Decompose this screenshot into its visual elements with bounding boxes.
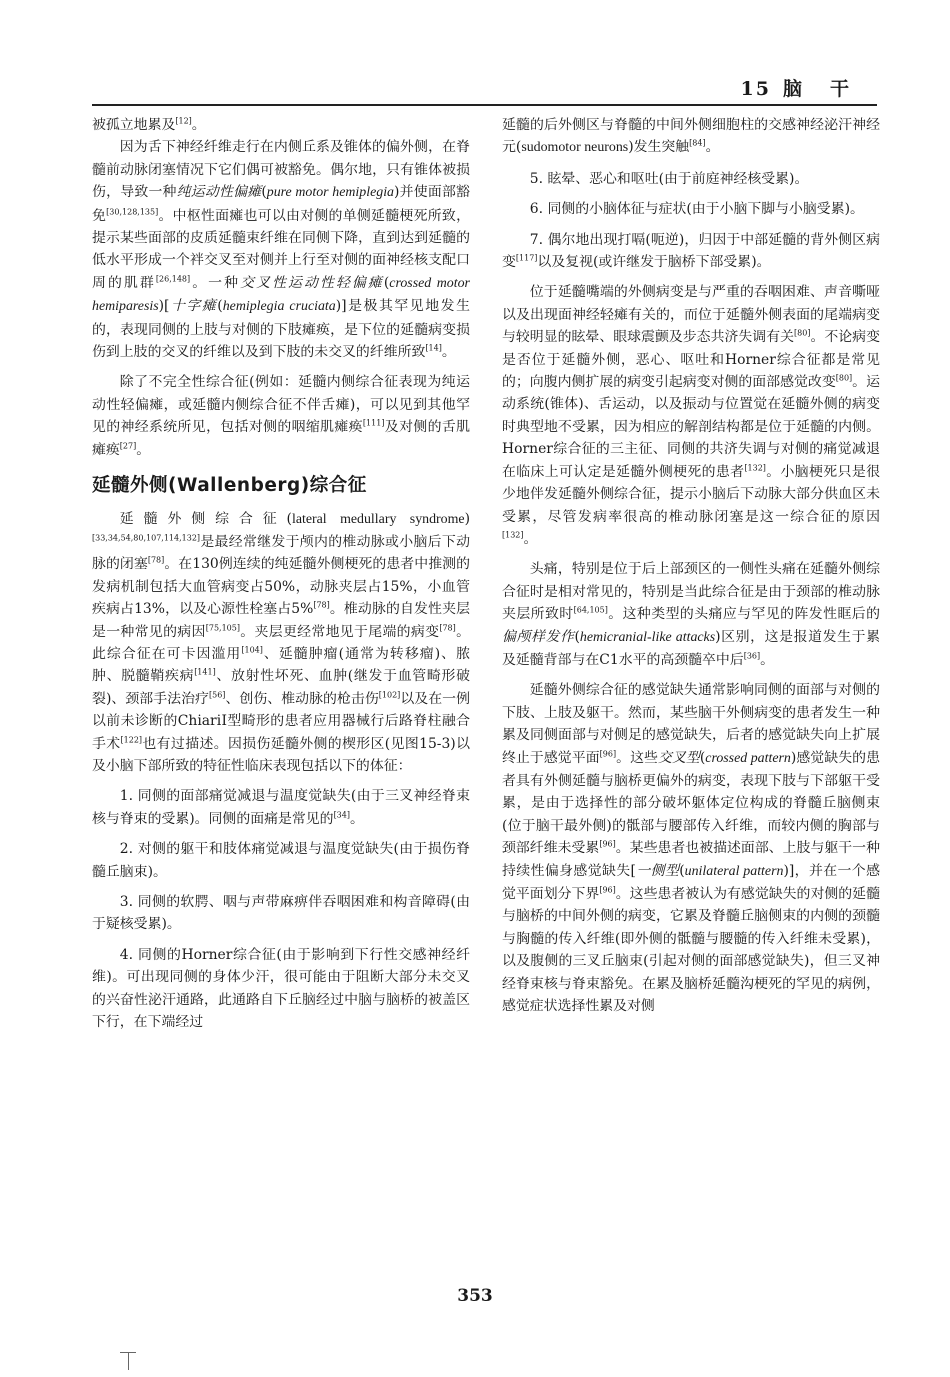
citation: [30,128,135] [106, 207, 159, 216]
citation: [96] [599, 839, 616, 849]
list-item: 7. 偶尔地出现打嗝(呃逆)，归因于中部延髓的背外侧区病变[117]以及复视(或许继发于脑桥下部受累)。 [502, 231, 880, 271]
running-header [92, 72, 877, 102]
emphasis-term: 偏颅样发作 [502, 629, 575, 645]
citation: [80] [835, 373, 853, 383]
paragraph: 因为舌下神经纤维走行在内侧丘系及锥体的偏外侧，在脊髓前动脉闭塞情况下它们偶可被豁免。偶尔地，只有锥体被损伤，导致一种纯运动性偏瘫(pure motor hemiplegia)并使面部豁免[30,128,135]。中枢性面瘫也可以由对侧的单侧延髓梗死所致，提示某些面部的皮质延髓束纤维在同侧下降，直到达到延髓的低水平形成一个袢交叉至对侧并上行至对侧的面神经核支配口周的肌群[26,148]。一种交叉性运动性轻偏瘫(crossed motor hemiparesis)[十字瘫(hemiplegia cruciata)]是极其罕见地发生的，表现同侧的上肢与对侧的下肢瘫痪，是下位的延髓病变损伤到上肢的交叉的纤维以及到下肢的未交叉的纤维所致[14]。 [92, 139, 470, 361]
paragraph: 被孤立地累及[12]。 [92, 116, 206, 133]
citation: [102] [378, 690, 401, 700]
english-term: crossed pattern [705, 750, 791, 766]
citation: [34] [333, 810, 350, 820]
paragraph: 延髓的后外侧区与脊髓的中间外侧细胞柱的交感神经泌汗神经元(sudomotor neurons)发生突触[84]。 [502, 117, 880, 156]
citation: [78] [313, 600, 330, 610]
citation: [132] [502, 530, 524, 540]
citation: [27] [119, 441, 137, 451]
citation: [12] [175, 116, 192, 126]
chapter-number: 15 [740, 78, 771, 100]
list-item: 1. 同侧的面部痛觉减退与温度觉缺失(由于三叉神经脊束核与脊束的受累)。同侧的面痛是常见的[34]。 [92, 788, 470, 827]
emphasis-term: 交叉型 [658, 750, 700, 766]
english-term: unilateral pattern [684, 863, 784, 879]
header-rule [92, 104, 877, 106]
citation: [26,148] [155, 274, 191, 284]
paragraph: 头痛，特别是位于后上部颈区的一侧性头痛在延髓外侧综合征时是相对常见的，特别是当此综合征是由于颈部的椎动脉夹层所致时[64,105]。这种类型的头痛应与罕见的阵发性眶后的偏颅样发作(hemicranial-like attacks)区别，这是报道发生于累及延髓背部与在C1水平的高颈髓卒中后[36]。 [502, 561, 881, 668]
citation: [33,34,54,80,107,114,132] [92, 533, 201, 543]
left-column [92, 114, 470, 1033]
english-term: hemiplegia cruciata [222, 299, 336, 315]
citation: [96] [599, 885, 616, 895]
paragraph: 延髓外侧综合征(lateral medullary syndrome)[33,34,54,80,107,114,132]是最经常继发于颅内的椎动脉或小脑后下动脉的闭塞[78]。在130例连续的纯延髓外侧梗死的患者中推测的发病机制包括大血管病变占50%，动脉夹层占15%，小血管疾病占13%，以及心源性栓塞占5%[78]。椎动脉的自发性夹层是一种常见的病因[75,105]。夹层更经常地见于尾端的病变[78]。此综合征在可卡因滥用[104]、延髓肿瘤(通常为转移瘤)、脓肿、脱髓鞘疾病[141]、放射性坏死、血肿(继发于血管畸形破裂)、颈部手法治疗[56]、创伤、椎动脉的枪击伤[102]以及在一例以前未诊断的ChiariⅠ型畸形的患者应用器械行后路脊柱融合手术[122]也有过描述。因损伤延髓外侧的楔形区(见图15-3)以及小脑下部所致的特征性临床表现包括以下的体征： [92, 510, 470, 774]
list-item: 4. 同侧的Horner综合征(由于影响到下行性交感神经纤维)。可出现同侧的身体少汗，很可能由于阻断大部分未交叉的兴奋性泌汗通路，此通路自下丘脑经过中脑与脑桥的被盖区下行，在下端经过 [92, 946, 470, 1031]
citation: [96] [599, 748, 617, 758]
citation: [122] [120, 734, 143, 744]
list-item: 5. 眩晕、恶心和呕吐(由于前庭神经核受累)。 [529, 170, 809, 187]
right-column [502, 114, 880, 1017]
list-item: 3. 同侧的软腭、咽与声带麻痹伴吞咽困难和构音障碍(由于疑核受累)。 [92, 894, 470, 933]
citation: [117] [515, 253, 538, 263]
citation: [64,105] [573, 605, 608, 615]
citation: [78] [147, 555, 165, 565]
emphasis-term: 一侧型 [635, 863, 680, 879]
citation: [80] [794, 328, 811, 338]
citation: [78] [439, 622, 456, 632]
english-term: hemicranial-like attacks [579, 629, 716, 645]
emphasis-term: 十字瘫 [169, 299, 218, 315]
english-term: crossed motor hemiparesis [92, 275, 470, 315]
citation: [56] [208, 690, 226, 700]
citation: [104] [241, 645, 263, 655]
chapter-heading [741, 74, 877, 101]
citation: [141] [194, 667, 216, 677]
list-item: 6. 同侧的小脑体征与症状(由于小脑下脚与小脑受累)。 [529, 201, 864, 218]
paragraph: 位于延髓嘴端的外侧病变是与严重的吞咽困难、声音嘶哑以及出现面神经轻瘫有关的，而位于延髓外侧表面的尾端病变与较明显的眩晕、眼球震颤及步态共济失调有关[80]。不论病变是否位于延髓外侧，恶心、呕吐和Horner综合征都是常见的；向腹内侧扩展的病变引起病变对侧的面部感觉改变[80]。运动系统(锥体)、舌运动，以及振动与位置觉在延髓外侧的病变时典型地不受累，因为相应的解剖结构都是位于延髓的内侧。Horner综合征的三主征、同侧的共济失调与对侧的痛觉减退在临床上可认定是延髓外侧梗死的患者[132]。小脑梗死只是很少地伴发延髓外侧综合征，提示小脑后下动脉大部分供血区未受累，尽管发病率很高的椎动脉闭塞是这一综合征的原因[132]。 [502, 284, 880, 547]
english-term: lateral medullary syndrome [291, 511, 465, 527]
crop-mark [120, 1352, 136, 1370]
english-term: pure motor hemiplegia [266, 185, 395, 201]
paragraph: 延髓外侧综合征的感觉缺失通常影响同侧的面部与对侧的下肢、上肢及躯干。然而，某些脑干外侧病变的患者发生一种累及同侧面部与对侧足的感觉缺失，后者的感觉缺失向上扩展终止于感觉平面[96]。这些交叉型(crossed pattern)感觉缺失的患者具有外侧延髓与脑桥更偏外的病变，表现下肢与下部躯干受累，是由于选择性的部分破坏躯体定位构成的脊髓丘脑侧束(位于脑干最外侧)的骶部与腰部传入纤维，而较内侧的胸部与颈部纤维未受累[96]。某些患者也被描述面部、上肢与躯干一种持续性偏身感觉缺失[一侧型(unilateral pattern)]，并在一个感觉平面划分下界[96]。这些患者被认为有感觉缺失的对侧的延髓与脑桥的中间外侧的病变，它累及脊髓丘脑侧束的内侧的颈髓与胸髓的传入纤维(即外侧的骶髓与腰髓的传入纤维未受累)，以及腹侧的三叉丘脑束(引起对侧的面部感觉缺失)，但三叉神经脊束核与脊束豁免。在累及脑桥延髓沟梗死的罕见的病例，感觉症状选择性累及对侧 [502, 682, 880, 1015]
citation: [111] [362, 418, 385, 428]
emphasis-term: 交叉性运动性轻偏瘫 [240, 275, 384, 291]
citation: [14] [425, 343, 442, 353]
chapter-title: 脑干 [782, 78, 877, 100]
english-term: sudomotor neurons [521, 140, 629, 156]
list-item: 2. 对侧的躯干和肢体痛觉减退与温度觉缺失(由于损伤脊髓丘脑束)。 [92, 841, 470, 880]
section-title: 延髓外侧(Wallenberg)综合征 [92, 475, 367, 497]
citation: [132] [744, 463, 766, 473]
emphasis-term: 纯运动性偏瘫 [176, 185, 262, 201]
citation: [75,105] [205, 622, 240, 632]
paragraph: 除了不完全性综合征(例如：延髓内侧综合征表现为纯运动性轻偏瘫，或延髓内侧综合征不伴舌瘫)，可以见到其他罕见的神经系统所见，包括对侧的咽缩肌瘫痪[111]及对侧的舌肌瘫痪[27]。 [92, 374, 470, 458]
citation: [84] [689, 138, 706, 148]
page-number: 353 [457, 1286, 493, 1306]
citation: [36] [743, 651, 761, 661]
